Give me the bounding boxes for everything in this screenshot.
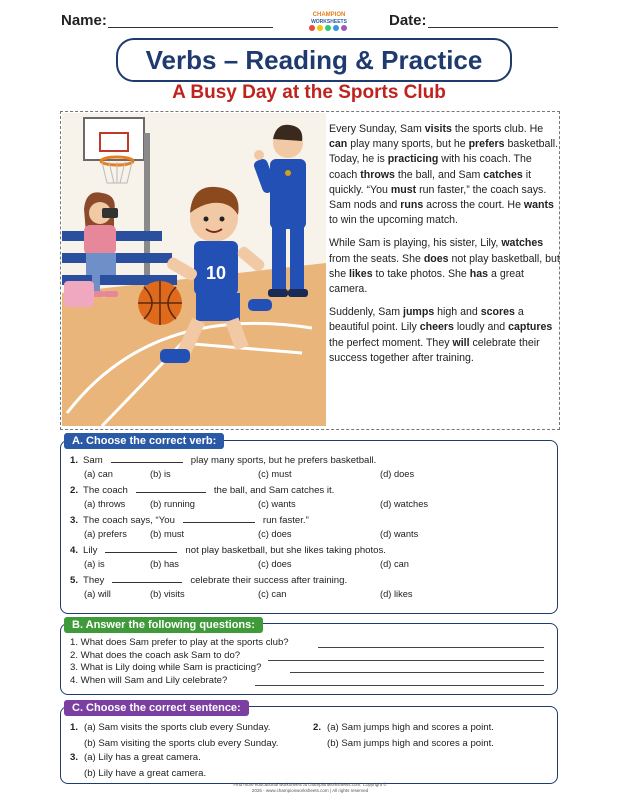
name-label: Name: — [61, 12, 107, 29]
answer-blank[interactable] — [112, 582, 182, 583]
story-text-run: run faster,” the coach says. Sam nods and — [329, 183, 547, 212]
answer-option[interactable]: (d) does — [380, 469, 415, 479]
answer-line[interactable] — [268, 660, 544, 661]
answer-option[interactable]: (c) must — [258, 469, 292, 479]
story-text-run: the perfect moment. They — [329, 336, 453, 349]
story-text-run: to win the upcoming match. — [329, 214, 458, 227]
story-text-run: it quickly. “You — [329, 168, 532, 196]
item-number: 1. — [70, 722, 79, 733]
answer-option[interactable]: (c) can — [258, 589, 287, 599]
sentence-option-a[interactable]: (a) Sam visits the sports club every Sunday. — [84, 722, 271, 733]
question-a-3 — [70, 515, 309, 526]
logo — [298, 8, 360, 32]
basketball-illustration — [62, 113, 326, 426]
answer-option[interactable]: (c) does — [258, 529, 292, 539]
item-number: 2. — [313, 722, 322, 733]
answer-blank[interactable] — [183, 522, 255, 523]
story-text-run: basketball. Today, he is — [329, 138, 559, 166]
story-verb: can — [329, 138, 348, 151]
section-a-title: A. Choose the correct verb: — [64, 433, 224, 449]
answer-option[interactable]: (a) throws — [84, 499, 126, 509]
section-a-box — [60, 440, 558, 614]
story-text-run: with his coach. The coach — [329, 153, 532, 181]
story-paragraph-3 — [329, 305, 561, 366]
answer-line[interactable] — [255, 685, 544, 686]
question-b-4: 4. When will Sam and Lily celebrate? — [70, 674, 228, 686]
answer-option[interactable]: (b) is — [150, 469, 171, 479]
story-verb: will — [452, 336, 470, 349]
answer-option[interactable]: (c) does — [258, 559, 292, 569]
question-text: Lily — [83, 545, 98, 556]
svg-text:WORKSHEETS: WORKSHEETS — [311, 19, 347, 25]
answer-line[interactable] — [290, 672, 544, 673]
story-verb: visits — [424, 123, 452, 135]
date-label: Date: — [389, 12, 427, 29]
story-verb: cheers — [419, 321, 454, 334]
story-verb: watches — [501, 237, 544, 250]
question-text: not play basketball, but she likes taking photos. — [185, 545, 386, 556]
story-verb: must — [390, 183, 417, 196]
page-title: Verbs – Reading & Practice — [145, 44, 483, 75]
answer-option[interactable]: (b) must — [150, 529, 185, 539]
story-verb: does — [423, 252, 449, 265]
sentence-option-b[interactable]: (b) Lily have a great camera. — [84, 768, 207, 779]
story-paragraph-1 — [329, 122, 561, 228]
question-b-2: 2. What does the coach ask Sam to do? — [70, 649, 241, 661]
story-text-run: While Sam is playing, his sister, Lily, — [329, 237, 502, 250]
section-b-title: B. Answer the following questions: — [64, 617, 263, 633]
answer-option[interactable]: (d) wants — [380, 529, 419, 539]
story-text-run: Every Sunday, Sam — [329, 123, 425, 135]
footer-line-2: 2026 - www.championworksheets.com | All rights reserved — [251, 788, 369, 793]
story-text-run: Suddenly, Sam — [329, 306, 404, 319]
question-text: the ball, and Sam catches it. — [213, 485, 335, 496]
question-number: 4. — [70, 545, 79, 556]
section-c-title: C. Choose the correct sentence: — [64, 700, 249, 716]
question-number: 2. — [70, 485, 79, 496]
answer-option[interactable]: (d) watches — [380, 499, 429, 509]
question-b-1: 1. What does Sam prefer to play at the sports club? — [70, 637, 289, 648]
answer-blank[interactable] — [105, 552, 177, 553]
story-verb: catches — [483, 168, 523, 181]
story-text-run: high and — [434, 306, 481, 319]
story-verb: jumps — [403, 306, 435, 319]
question-a-2 — [70, 485, 334, 496]
story-title: A Busy Day at the Sports Club — [172, 82, 446, 103]
story-text-run: the ball, and Sam — [394, 168, 484, 181]
answer-option[interactable]: (a) is — [84, 559, 105, 569]
answer-blank[interactable] — [111, 462, 183, 463]
story-text-run: a great camera. — [329, 267, 524, 296]
story-text — [329, 122, 561, 374]
item-number: 3. — [70, 752, 79, 763]
story-verb: captures — [508, 321, 553, 334]
answer-option[interactable]: (a) can — [84, 469, 113, 479]
date-field[interactable] — [428, 27, 558, 28]
answer-option[interactable]: (b) visits — [150, 589, 185, 599]
story-verb: practicing — [387, 153, 439, 166]
answer-option[interactable]: (a) will — [84, 589, 111, 599]
question-text: celebrate their success after training. — [190, 575, 348, 586]
question-b-3: 3. What is Lily doing while Sam is practicing? — [70, 662, 262, 673]
sentence-option-a[interactable]: (a) Sam jumps high and scores a point. — [327, 722, 494, 733]
question-a-4 — [70, 545, 386, 556]
story-text-run: across the court. He — [423, 199, 524, 212]
answer-option[interactable]: (b) running — [150, 499, 195, 509]
story-verb: wants — [523, 199, 554, 212]
question-text: They — [83, 575, 105, 586]
answer-option[interactable]: (a) prefers — [84, 529, 127, 539]
answer-option[interactable]: (d) can — [380, 559, 409, 569]
story-verb: has — [469, 267, 489, 280]
sentence-option-a[interactable]: (a) Lily has a great camera. — [84, 752, 201, 763]
title-banner — [116, 38, 512, 82]
question-text: The coach says, “You — [83, 515, 175, 526]
story-text-run: from the seats. She — [329, 252, 424, 265]
answer-option[interactable]: (c) wants — [258, 499, 296, 509]
question-a-1 — [70, 455, 376, 466]
answer-option[interactable]: (b) has — [150, 559, 179, 569]
sentence-option-b[interactable]: (b) Sam visiting the sports club every Sunday. — [84, 738, 279, 749]
answer-blank[interactable] — [136, 492, 206, 493]
question-number: 1. — [70, 455, 79, 466]
answer-line[interactable] — [318, 647, 544, 648]
story-text-run: to take photos. She — [372, 267, 470, 280]
name-field[interactable] — [108, 27, 273, 28]
question-text: play many sports, but he prefers basketball. — [190, 455, 377, 466]
story-verb: runs — [400, 199, 424, 212]
question-text: run faster.” — [262, 515, 309, 526]
story-verb: scores — [480, 306, 515, 319]
story-text-run: play many sports, but he — [347, 138, 469, 151]
answer-option[interactable]: (d) likes — [380, 589, 413, 599]
story-text-run: the sports club. He — [451, 123, 544, 135]
footer-line-1: Find more educational worksheets at championworksheets.com. Copyright © — [233, 782, 387, 787]
jersey-number: 10 — [205, 263, 227, 283]
question-text: The coach — [83, 485, 128, 496]
story-verb: throws — [360, 168, 395, 181]
sentence-option-b[interactable]: (b) Sam jumps high and scores a point. — [327, 738, 494, 749]
story-text-run: not play basketball, but she — [329, 252, 560, 280]
svg-text:CHAMPION: CHAMPION — [312, 12, 346, 18]
story-text-run: a beautiful point. Lily — [329, 306, 524, 334]
story-text-run: loudly and — [453, 321, 509, 334]
story-verb: prefers — [468, 138, 505, 151]
footer — [210, 782, 410, 794]
story-text-run: celebrate their success together after training. — [329, 336, 540, 364]
question-a-5 — [70, 575, 347, 586]
story-paragraph-2 — [329, 236, 561, 297]
question-number: 3. — [70, 515, 79, 526]
question-text: Sam — [83, 455, 103, 466]
story-verb: likes — [349, 267, 373, 280]
question-number: 5. — [70, 575, 79, 586]
